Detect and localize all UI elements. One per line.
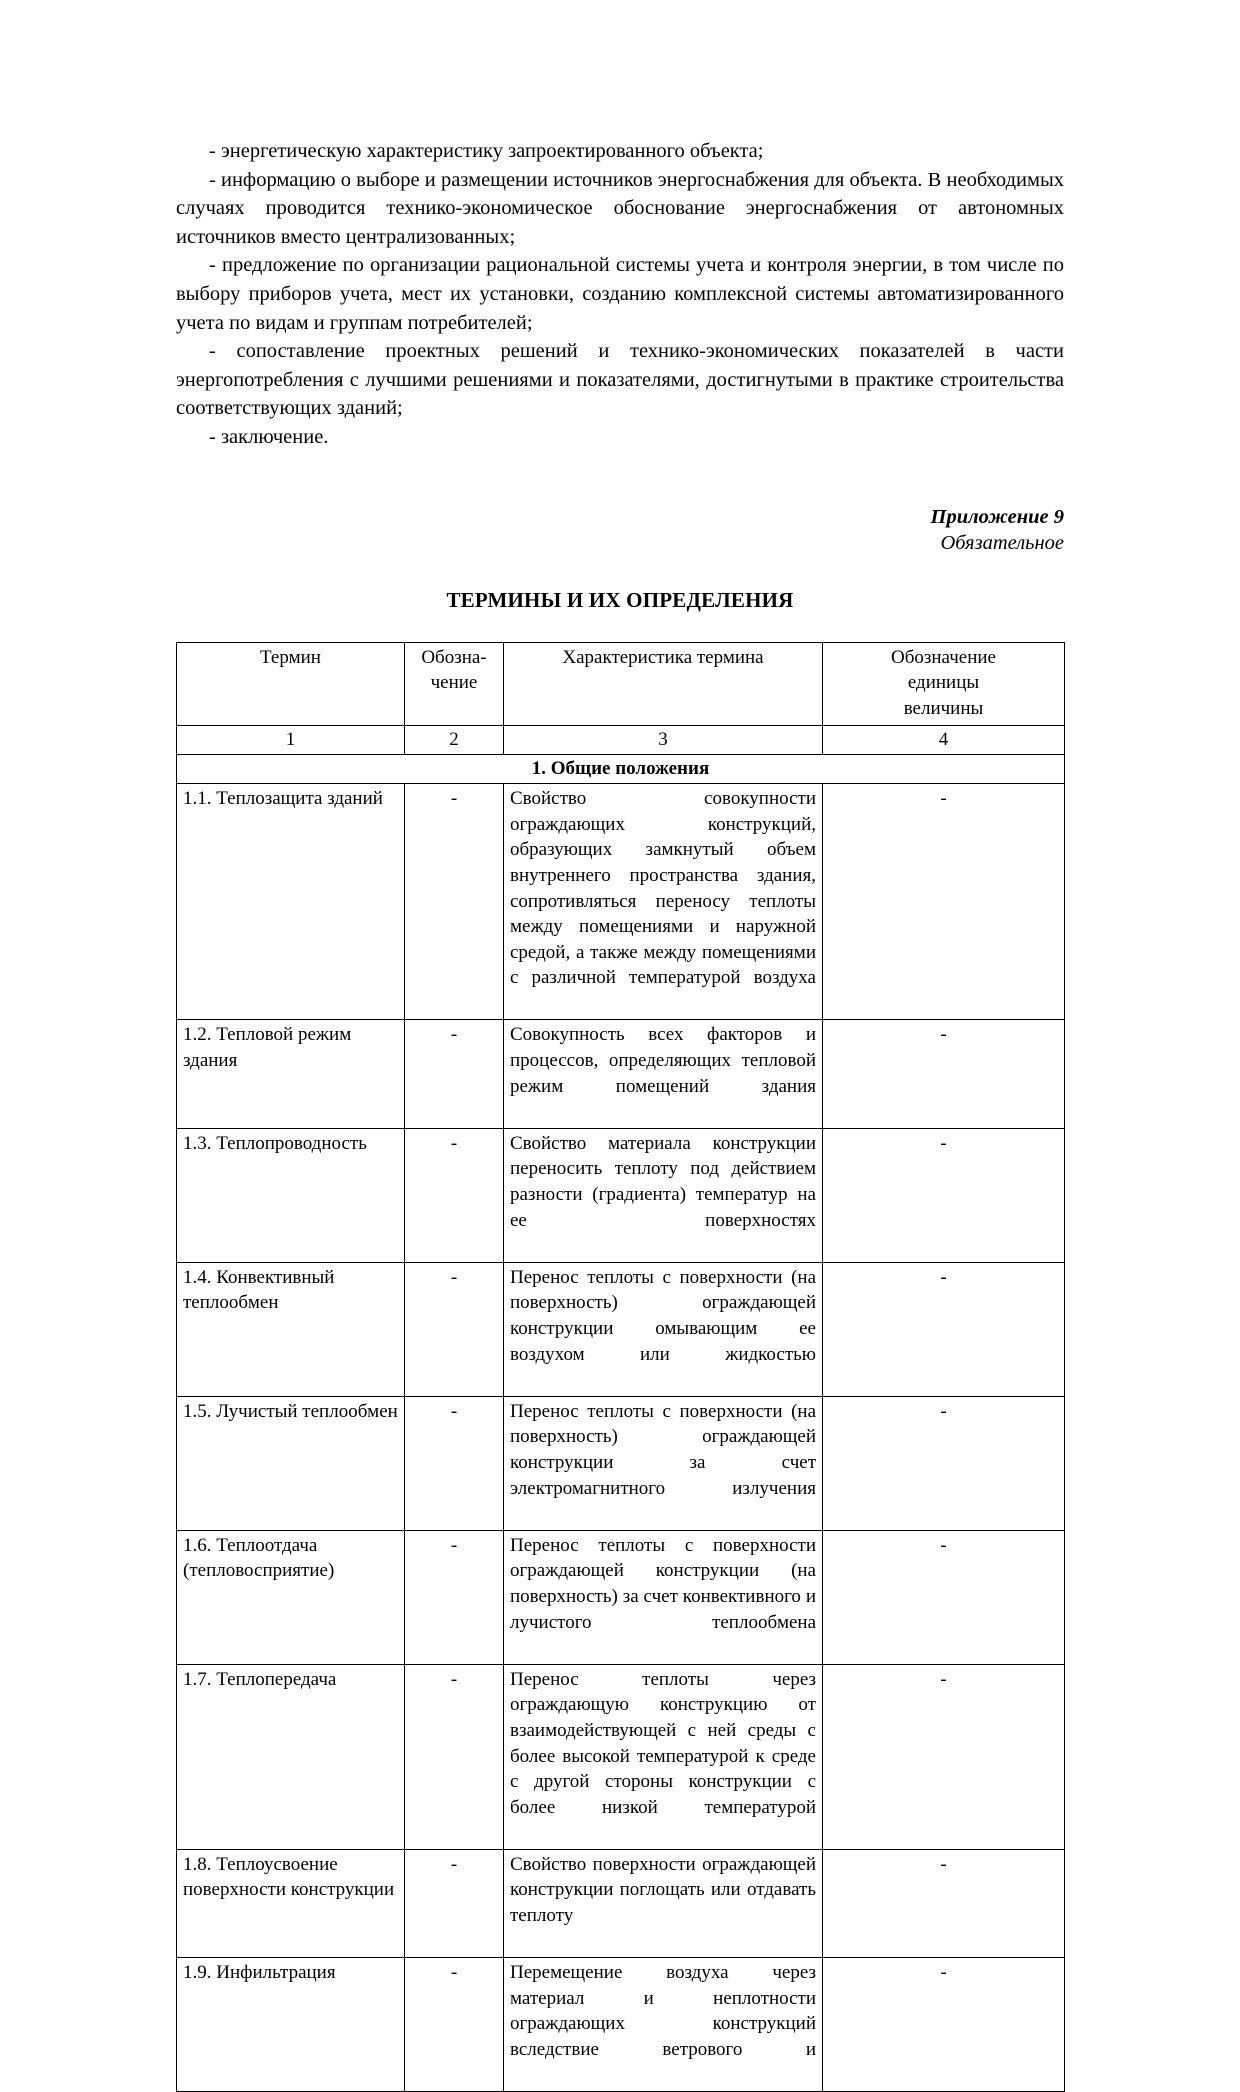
term-symbol: - <box>405 1849 504 1957</box>
term-symbol: - <box>405 1958 504 2092</box>
column-header-unit <box>823 642 1065 725</box>
table-row <box>177 1020 1065 1128</box>
column-number-1: 1 <box>177 725 405 754</box>
column-number-3: 3 <box>504 725 823 754</box>
column-header-characteristic: Характеристика термина <box>504 642 823 725</box>
term-name: 1.9. Инфильтрация <box>177 1958 405 2092</box>
term-symbol: - <box>405 1396 504 1530</box>
section-header-row <box>177 754 1065 784</box>
term-unit: - <box>823 1849 1065 1957</box>
term-unit: - <box>823 1128 1065 1262</box>
term-symbol: - <box>405 1262 504 1396</box>
term-description: Совокупность всех факторов и процессов, определяющих тепловой режим помещений здания <box>504 1020 823 1128</box>
document-page <box>176 0 1064 2092</box>
term-name: 1.6. Теплоотдача (тепловосприятие) <box>177 1530 405 1664</box>
term-unit: - <box>823 1020 1065 1128</box>
intro-paragraph: - заключение. <box>209 425 329 448</box>
term-description: Перенос теплоты через ограждающую конструкцию от взаимодействующей с ней среды с более высокой температурой к среде с другой стороны конструкции с более низкой температурой <box>504 1664 823 1849</box>
term-name: 1.5. Лучистый теплообмен <box>177 1396 405 1530</box>
table-row <box>177 1128 1065 1262</box>
term-name: 1.3. Теплопроводность <box>177 1128 405 1262</box>
terms-definitions-table <box>176 642 1065 2092</box>
column-number-4: 4 <box>823 725 1065 754</box>
term-name: 1.1. Теплозащита зданий <box>177 784 405 1020</box>
term-description: Перемещение воздуха через материал и неплотности ограждающих конструкций вследствие ветрового и <box>504 1958 823 2092</box>
column-header-unit-line2: единицы <box>907 672 980 694</box>
column-header-unit-line1: Обозначение <box>891 646 996 668</box>
intro-paragraph: - сопоставление проектных решений и технико-экономических показателей в части энергопотребления с лучшими решениями и показателями, достигнутыми в практике строительства соответствующих зданий; <box>176 340 1064 420</box>
appendix-label-block <box>176 504 1064 556</box>
table-header-row <box>177 642 1065 725</box>
page-title: ТЕРМИНЫ И ИХ ОПРЕДЕЛЕНИЯ <box>446 587 794 612</box>
intro-paragraph: - энергетическую характеристику запроектированного объекта; <box>209 140 764 162</box>
term-unit: - <box>823 1530 1065 1664</box>
term-name: 1.7. Теплопередача <box>177 1664 405 1849</box>
table-row <box>177 1849 1065 1957</box>
term-description: Свойство поверхности ограждающей конструкции поглощать или отдавать теплоту <box>504 1849 823 1957</box>
term-description: Перенос теплоты с поверхности (на поверхность) ограждающей конструкции омывающим ее воздухом или жидкостью <box>504 1262 823 1396</box>
column-header-unit-line3: величины <box>903 697 984 719</box>
intro-text-block <box>176 137 1064 452</box>
term-name: 1.2. Тепловой режим здания <box>177 1020 405 1128</box>
term-unit: - <box>823 1664 1065 1849</box>
term-symbol: - <box>405 1530 504 1664</box>
column-number-2: 2 <box>405 725 504 754</box>
term-unit: - <box>823 1262 1065 1396</box>
table-row <box>177 1262 1065 1396</box>
term-unit: - <box>823 1396 1065 1530</box>
table-row <box>177 1396 1065 1530</box>
appendix-obligation: Обязательное <box>940 531 1064 554</box>
term-description: Свойство совокупности ограждающих конструкций, образующих замкнутый объем внутреннего пространства здания, сопротивляться переносу теплоты между помещениями и наружной средой, а также между помещениями с различной температурой воздуха <box>504 784 823 1020</box>
term-unit: - <box>823 1958 1065 2092</box>
term-symbol: - <box>405 1664 504 1849</box>
column-header-symbol-line1: Обозна- <box>421 646 487 668</box>
term-symbol: - <box>405 784 504 1020</box>
column-number-row <box>177 725 1065 754</box>
term-name: 1.4. Конвективный теплообмен <box>177 1262 405 1396</box>
column-header-symbol <box>405 642 504 725</box>
appendix-number: Приложение 9 <box>930 505 1064 528</box>
section-title: 1. Общие положения <box>177 754 1065 784</box>
term-description: Перенос теплоты с поверхности (на поверхность) ограждающей конструкции за счет электромагнитного излучения <box>504 1396 823 1530</box>
term-symbol: - <box>405 1020 504 1128</box>
intro-paragraph: - предложение по организации рациональной системы учета и контроля энергии, в том числе по выбору приборов учета, мест их установки, созданию комплексной системы автоматизированного учета по видам и группам потребителей; <box>176 254 1064 334</box>
term-symbol: - <box>405 1128 504 1262</box>
column-header-symbol-line2: чение <box>430 672 478 694</box>
term-name: 1.8. Теплоусвоение поверхности конструкции <box>177 1849 405 1957</box>
table-row <box>177 784 1065 1020</box>
term-unit: - <box>823 784 1065 1020</box>
intro-paragraph: - информацию о выборе и размещении источников энергоснабжения для объекта. В необходимых случаях проводится технико-экономическое обоснование энергоснабжения от автономных источников вместо централизованных; <box>176 168 1064 248</box>
table-row <box>177 1664 1065 1849</box>
table-row <box>177 1958 1065 2092</box>
term-description: Свойство материала конструкции переносить теплоту под действием разности (градиента) температур на ее поверхностях <box>504 1128 823 1262</box>
column-header-term: Термин <box>177 642 405 725</box>
term-description: Перенос теплоты с поверхности ограждающей конструкции (на поверхность) за счет конвективного и лучистого теплообмена <box>504 1530 823 1664</box>
table-row <box>177 1530 1065 1664</box>
